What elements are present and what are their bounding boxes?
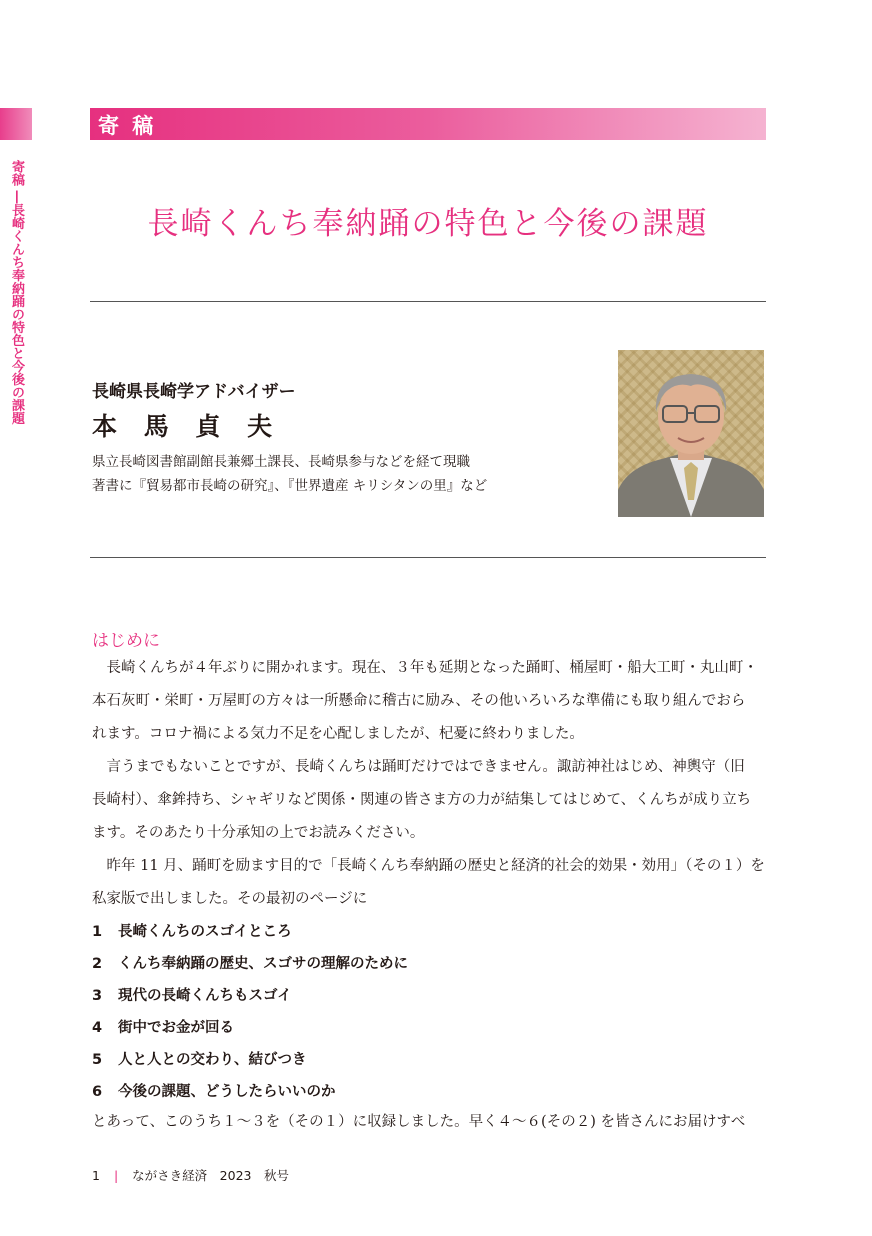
paragraph-line: 私家版で出しました。その最初のページに: [92, 891, 368, 907]
section-heading: はじめに: [92, 631, 160, 651]
paragraph-line: 長崎村）、傘鉾持ち、シャギリなど関係・関連の皆さま方の力が結集してはじめて、くんちが成り立ち: [92, 792, 752, 808]
list-item-text: 人と人との交わり、結びつき: [118, 1052, 307, 1068]
list-item-number: 6: [92, 1084, 103, 1100]
author-photo: [618, 350, 764, 517]
list-item: [92, 952, 408, 973]
page-number: 1: [92, 1168, 100, 1183]
paragraph-line: ます。そのあたり十分承知の上でお読みください。: [92, 825, 425, 841]
list-item-text: 街中でお金が回る: [118, 1020, 234, 1036]
list-item: [92, 984, 292, 1005]
author-name: 本 馬 貞 夫: [92, 412, 282, 441]
paragraph-line: れます。コロナ禍による気力不足を心配しましたが、杞憂に終わりました。: [92, 726, 584, 742]
list-item-text: くんち奉納踊の歴史、スゴサの理解のために: [118, 956, 408, 972]
list-item: [92, 1048, 307, 1069]
side-tab-marker: [0, 108, 32, 140]
publication-name: ながさき経済 2023 秋号: [132, 1168, 289, 1183]
list-item-number: 2: [92, 956, 103, 972]
footer-separator: |: [113, 1168, 119, 1183]
title-divider: [90, 301, 766, 302]
article-title: 長崎くんち奉納踊の特色と今後の課題: [147, 206, 709, 242]
list-item-text: 長崎くんちのスゴイところ: [118, 924, 292, 940]
list-item: [92, 1016, 234, 1037]
list-item-number: 1: [92, 924, 103, 940]
list-item: [92, 920, 292, 941]
category-label: 寄 稿: [98, 114, 157, 138]
list-item-number: 3: [92, 988, 103, 1004]
list-item-text: 今後の課題、どうしたらいいのか: [118, 1084, 336, 1100]
page-footer: [92, 1166, 289, 1184]
paragraph-line: 言うまでもないことですが、長崎くんちは踊町だけではできません。諏訪神社はじめ、神輿守（旧: [92, 759, 745, 775]
paragraph-line: 長崎くんちが４年ぶりに開かれます。現在、３年も延期となった踊町、桶屋町・船大工町・丸山町・: [92, 660, 758, 676]
list-item: [92, 1080, 336, 1101]
author-bio-line: 著書に『貿易都市長崎の研究』、『世界遺産 キリシタンの里』など: [92, 478, 488, 494]
category-banner: [90, 108, 766, 140]
side-running-title: 寄稿 ―長崎くんち奉納踊の特色と今後の課題: [9, 160, 24, 425]
paragraph-line: 本石灰町・栄町・万屋町の方々は一所懸命に稽古に励み、その他いろいろな準備にも取り組んでおら: [92, 693, 746, 709]
list-item-text: 現代の長崎くんちもスゴイ: [118, 988, 292, 1004]
list-item-number: 5: [92, 1052, 103, 1068]
author-bio-line: 県立長崎図書館副館長兼郷土課長、長崎県参与などを経て現職: [92, 454, 470, 470]
author-affiliation: 長崎県長崎学アドバイザー: [92, 382, 296, 402]
closing-line: とあって、このうち１～３を（その１）に収録しました。早く４～６(その２) を皆さんにお届けすべ: [92, 1114, 746, 1130]
list-item-number: 4: [92, 1020, 103, 1036]
author-portrait-illustration: [618, 350, 764, 517]
paragraph-line: 昨年 11 月、踊町を励ます目的で「長崎くんち奉納踊の歴史と経済的社会的効果・効用」（その１）を: [92, 858, 765, 874]
author-divider: [90, 557, 766, 558]
